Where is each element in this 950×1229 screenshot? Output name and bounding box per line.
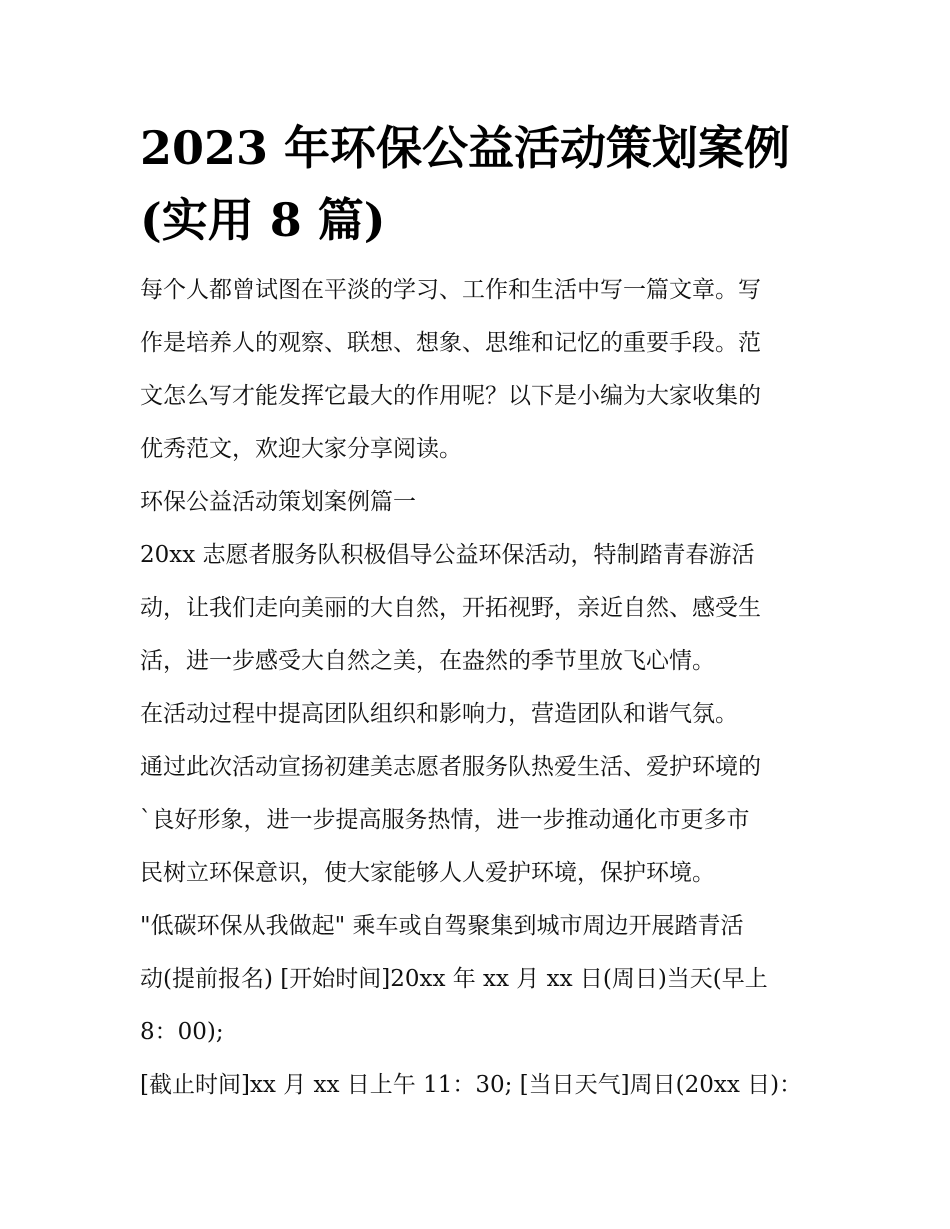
document-body [140,278,812,1098]
body-text-line: 动(提前报名) [开始时间]20xx 年 xx 月 xx 日(周日)当天(早上 [140,966,768,992]
section-heading: 环保公益活动策划案例篇一 [140,489,416,515]
body-text-line: 8：00); [140,1019,224,1045]
body-text-line: 民树立环保意识，使大家能够人人爱护环境，保护环境。 [140,860,715,886]
body-text-line: `良好形象，进一步提高服务热情，进一步推动通化市更多市 [140,807,750,833]
document-page [140,112,812,1126]
title-line-2: (实用 8 篇) [140,193,386,247]
body-text-line: "低碳环保从我做起" 乘车或自驾聚集到城市周边开展踏青活 [140,913,744,939]
body-text-line: 在活动过程中提高团队组织和影响力，营造团队和谐气氛。 [140,701,738,727]
document-title [140,112,812,256]
intro-paragraph-line: 作是培养人的观察、联想、想象、思维和记忆的重要手段。范 [140,330,761,356]
body-text-line: [截止时间]xx 月 xx 日上午 11：30; [当日天气]周日(20xx 日)： [140,1072,803,1098]
intro-paragraph-line: 文怎么写才能发挥它最大的作用呢？以下是小编为大家收集的 [140,383,761,409]
title-line-1: 2023 年环保公益活动策划案例 [140,121,791,175]
intro-paragraph-line: 优秀范文，欢迎大家分享阅读。 [140,436,462,462]
intro-paragraph-line: 每个人都曾试图在平淡的学习、工作和生活中写一篇文章。写 [140,277,761,303]
body-text-line: 通过此次活动宣扬初建美志愿者服务队热爱生活、爱护环境的 [140,754,761,780]
body-text-line: 活，进一步感受大自然之美，在盎然的季节里放飞心情。 [140,648,715,674]
body-text-line: 20xx 志愿者服务队积极倡导公益环保活动，特制踏青春游活 [140,542,755,568]
body-text-line: 动，让我们走向美丽的大自然，开拓视野，亲近自然、感受生 [140,595,761,621]
